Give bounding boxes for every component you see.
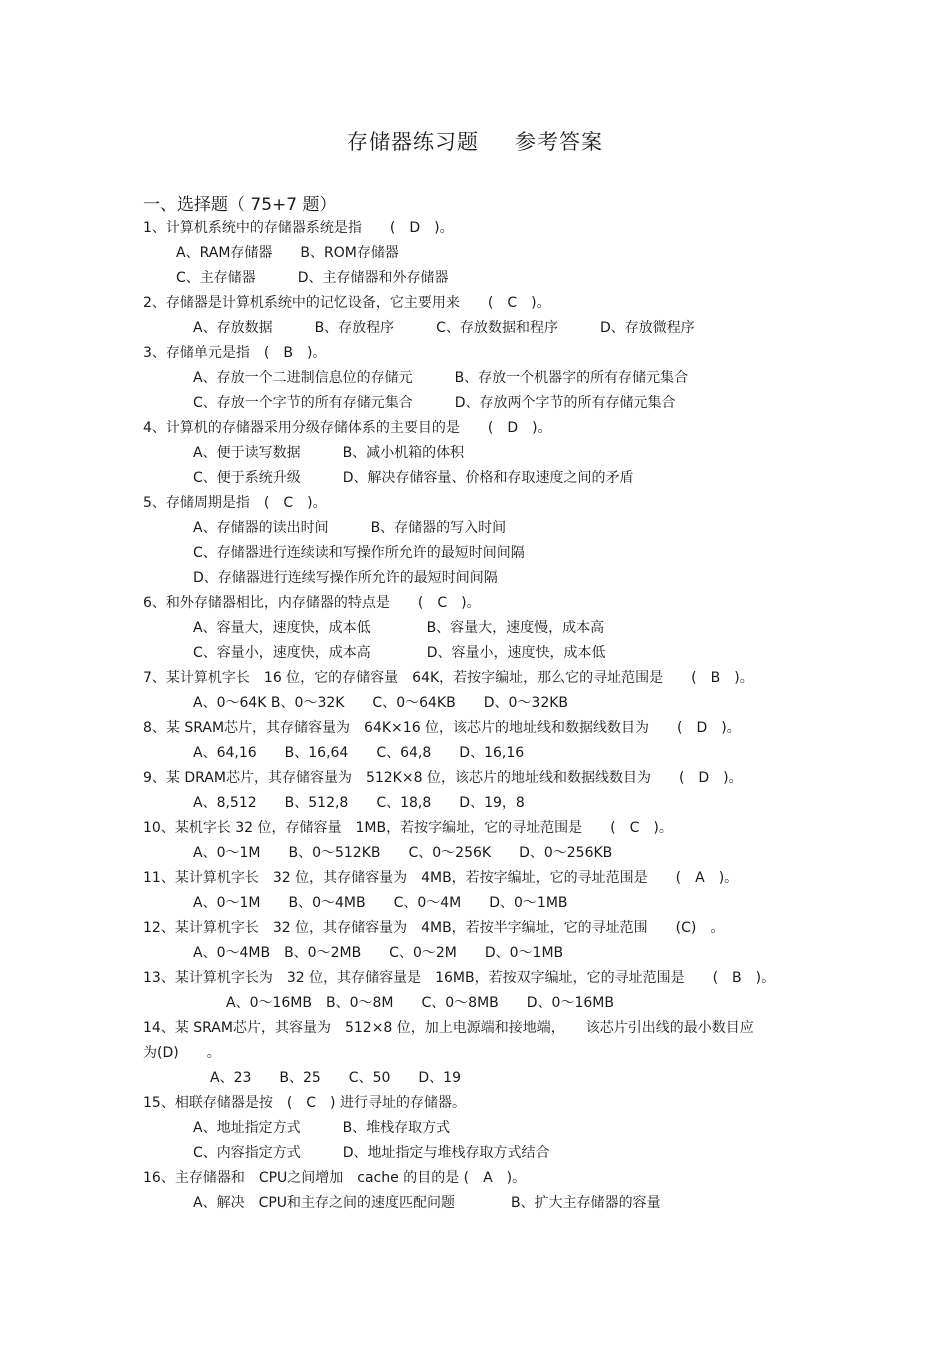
option-line: A、0～4MB B、0～2MB C、0～2M D、0～1MB [193, 945, 564, 961]
option-line: A、0～64K B、0～32K C、0～64KB D、0～32KB [193, 695, 569, 711]
question-line-continued: 为(D) 。 [143, 1045, 221, 1061]
option-line: A、23 B、25 C、50 D、19 [210, 1070, 461, 1086]
option-line: A、解决 CPU和主存之间的速度匹配问题 B、扩大主存储器的容量 [193, 1195, 661, 1211]
option-line: C、存放一个字节的所有存储元集合 D、存放两个字节的所有存储元集合 [193, 395, 676, 411]
option-line: C、主存储器 D、主存储器和外存储器 [176, 270, 449, 286]
title-answer: 参考答案 [515, 130, 603, 154]
question-line: 15、相联存储器是按 ( C ) 进行寻址的存储器。 [143, 1095, 466, 1111]
option-line: A、存放一个二进制信息位的存储元 B、存放一个机器字的所有存储元集合 [193, 370, 689, 386]
option-line: A、8,512 B、512,8 C、18,8 D、19，8 [193, 795, 525, 811]
question-line: 11、某计算机字长 32 位，其存储容量为 4MB，若按字编址，它的寻址范围是 ( A )。 [143, 870, 739, 886]
question-line: 3、存储单元是指 ( B )。 [143, 345, 327, 361]
option-line: C、容量小，速度快，成本高 D、容量小，速度快，成本低 [193, 645, 606, 661]
option-line: A、0～1M B、0～512KB C、0～256K D、0～256KB [193, 845, 613, 861]
option-line: A、便于读写数据 B、减小机箱的体积 [193, 445, 465, 461]
page-title [0, 126, 950, 156]
question-line: 6、和外存储器相比，内存储器的特点是 ( C )。 [143, 595, 481, 611]
option-line: C、内容指定方式 D、地址指定与堆栈存取方式结合 [193, 1145, 550, 1161]
question-line: 8、某 SRAM芯片，其存储容量为 64K×16 位，该芯片的地址线和数据线数目为 ( D )。 [143, 720, 741, 736]
option-line: A、地址指定方式 B、堆栈存取方式 [193, 1120, 451, 1136]
question-line: 13、某计算机字长为 32 位，其存储容量是 16MB，若按双字编址，它的寻址范围是 ( B )。 [143, 970, 776, 986]
option-line: A、存放数据 B、存放程序 C、存放数据和程序 D、存放微程序 [193, 320, 695, 336]
question-line: 7、某计算机字长 16 位，它的存储容量 64K，若按字编址，那么它的寻址范围是 ( B )。 [143, 670, 754, 686]
option-line: C、存储器进行连续读和写操作所允许的最短时间间隔 [193, 545, 525, 561]
question-line: 12、某计算机字长 32 位，其存储容量为 4MB，若按半字编址，它的寻址范围 (C) 。 [143, 920, 725, 936]
question-line: 5、存储周期是指 ( C )。 [143, 495, 327, 511]
section-heading: 一、选择题（ 75+7 题） [143, 195, 337, 215]
title-main: 存储器练习题 [347, 130, 479, 154]
option-line: A、存储器的读出时间 B、存储器的写入时间 [193, 520, 507, 536]
question-line: 9、某 DRAM芯片，其存储容量为 512K×8 位，该芯片的地址线和数据线数目为 ( D )。 [143, 770, 743, 786]
option-line: D、存储器进行连续写操作所允许的最短时间间隔 [193, 570, 498, 586]
option-line: A、0～16MB B、0～8M C、0～8MB D、0～16MB [226, 995, 614, 1011]
option-line: A、RAM存储器 B、ROM存储器 [176, 245, 399, 261]
question-line: 2、存储器是计算机系统中的记忆设备，它主要用来 ( C )。 [143, 295, 551, 311]
question-line: 10、某机字长 32 位，存储容量 1MB，若按字编址，它的寻址范围是 ( C )。 [143, 820, 673, 836]
option-line: A、容量大，速度快，成本低 B、容量大，速度慢，成本高 [193, 620, 605, 636]
question-line: 14、某 SRAM芯片，其容量为 512×8 位，加上电源端和接地端， 该芯片引出线的最小数目应 [143, 1020, 754, 1036]
option-line: A、64,16 B、16,64 C、64,8 D、16,16 [193, 745, 525, 761]
option-line: C、便于系统升级 D、解决存储容量、价格和存取速度之间的矛盾 [193, 470, 634, 486]
question-line: 4、计算机的存储器采用分级存储体系的主要目的是 ( D )。 [143, 420, 552, 436]
question-line: 16、主存储器和 CPU之间增加 cache 的目的是 ( A )。 [143, 1170, 527, 1186]
option-line: A、0～1M B、0～4MB C、0～4M D、0～1MB [193, 895, 568, 911]
question-line: 1、计算机系统中的存储器系统是指 ( D )。 [143, 220, 454, 236]
